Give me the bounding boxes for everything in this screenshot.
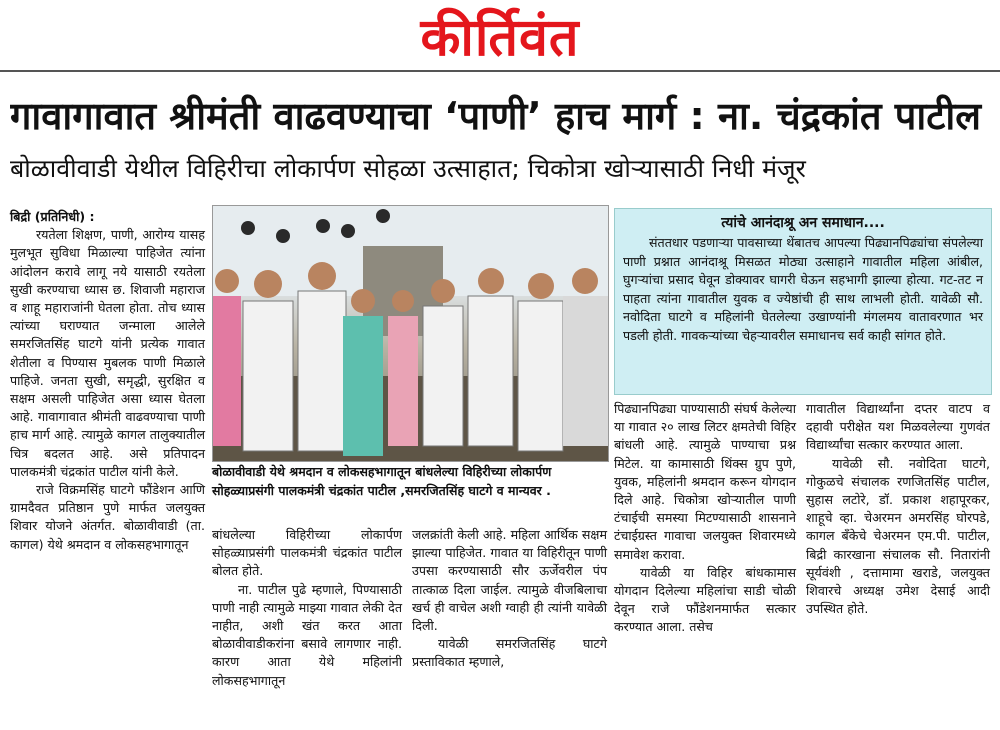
subheadline: बोळावीवाडी येथील विहिरीचा लोकार्पण सोहळा उत्साहात; चिकोत्रा खोऱ्यासाठी निधी मंजूर: [10, 154, 806, 183]
paragraph: रयतेला शिक्षण, पाणी, आरोग्य यासह मुलभूत सुविधा मिळाल्या पाहिजेत त्यांना आंदोलन करावे लागू नये यासाठी रयतेला सुखी करण्याचा ध्यास छ. शिवाजी महाराज व शाहू महाराजांनी घेतला होता. तोच ध्यास त्यांच्या घराण्यात जन्माला आलेले समरजितसिंह घाटगे यांनी प्रत्येक गावात शेतीला व पिण्यास मुबलक पाणी मिळाले पाहिजे. जनता सुखी, समृद्धी, सुरक्षित व सक्षम असली पाहिजेत असा ध्यास घेतला आहे. गावागावात श्रीमंती वाढवण्याचा पाणी हाच मार्ग आहे. त्यामुळे कागल तालुक्यातील चित्र बदलत आहे. असे प्रतिपादन पालकमंत्री चंद्रकांत पाटील यांनी केले.: [10, 227, 205, 479]
dateline: बिद्री (प्रतिनिधी) :: [10, 209, 95, 224]
sidebar-box: [614, 208, 992, 395]
news-photo: [212, 205, 609, 462]
article-column-3: [412, 526, 607, 672]
box-title: त्यांचे आनंदाश्रू अन समाधान....: [721, 215, 885, 231]
paragraph: राजे विक्रमसिंह घाटगे फौंडेशन आणि ग्रामदैवत प्रतिष्ठान पुणे मार्फत जलयुक्त शिवार योजने अंतर्गत. बोळावीवाडी (ता. कागल) येथे श्रमदान व लोकसहभागातून: [10, 482, 205, 552]
photo-caption: बोळावीवाडी येथे श्रमदान व लोकसहभागातून बांधलेल्या विहिरीच्या लोकार्पण सोहळ्याप्रसंगी पालकमंत्री चंद्रकांत पाटील ,समरजितसिंह घाटगे व मान्यवर .: [212, 464, 552, 498]
masthead-logo: कीर्तिवंत: [420, 8, 580, 68]
headline: गावागावात श्रीमंती वाढवण्याचा ‘पाणी’ हाच मार्ग : ना. चंद्रकांत पाटील: [10, 94, 981, 138]
paragraph: गावातील विद्यार्थ्यांना दप्तर वाटप व दहावी परीक्षेत यश मिळवलेल्या गुणवंत विद्यार्थ्यांचा सत्कार करण्यात आला.: [806, 401, 990, 453]
article-column-4: [614, 400, 796, 637]
crowd-illustration: [213, 206, 608, 461]
article-column-5: [806, 400, 990, 618]
paragraph: पिढ्यानपिढ्या पाण्यासाठी संघर्ष केलेल्या या गावात २० लाख लिटर क्षमतेची विहिर बांधली आहे. त्यामुळे पाण्याचा प्रश्न मिटेल. या कामासाठी थिंक्स ग्रुप पुणे, युवक, महिलांनी श्रमदान करून योगदान दिले आहे. चिकोत्रा खोऱ्यातील पाणी टंचाईची समस्या मिटण्यासाठी शासनाने टंचाईग्रस्त गावाचा जलयुक्त शिवारमध्ये समावेश करावा.: [614, 401, 796, 562]
paragraph: बांधलेल्या विहिरीच्या लोकार्पण सोहळ्याप्रसंगी पालकमंत्री चंद्रकांत पाटील बोलत होते.: [212, 527, 402, 579]
article-column-1: [10, 208, 205, 554]
paragraph: यावेळी सौ. नवोदिता घाटगे, गोकुळचे संचालक रणजितसिंह पाटील, सुहास लटोरे, डॉ. प्रकाश शहापूरकर, शाहूचे व्हा. चेअरमन अमरसिंह घोरपडे, कागल बँकेचे चेअरमन एम.पी. पाटील, बिद्री कारखाना संचालक सौ. नितारांनी सूर्यवंशी , दत्तामामा खराडे, जलयुक्त शिवारचे अध्यक्ष उमेश देसाई आदी उपस्थित होते.: [806, 455, 990, 617]
box-text: संततधार पडणाऱ्या पावसाच्या थेंबातच आपल्या पिढ्यानपिढ्यांचा संपलेल्या पाणी प्रश्नात आनंदाश्रू मिसळत मोठ्या उत्साहाने गावातील महिला आंबील, घुगऱ्यांचा प्रसाद घेवून डोक्यावर घागरी घेऊन सहभागी झाल्या होत्या. गट-तट न पाहता त्यांना गावातील युवक व ज्येष्ठांची ही साथ लाभली होती. यावेळी सौ. नवोदिता घाटगे व महिलांनी घेतलेल्या उखाण्यांनी मंगलमय वातावरणात भर पडली होती. गावकऱ्यांच्या चेहऱ्यावरील समाधानच सर्व काही सांगत होते.: [623, 235, 983, 343]
paragraph: ना. पाटील पुढे म्हणाले, पिण्यासाठी पाणी नाही त्यामुळे माझ्या गावात लेकी देत नाहीत, अशी खंत करत आता बोळावीवाडीकरांना बसावे लागणार नाही. कारण आता येथे महिलांनी लोकसहभागातून: [212, 581, 402, 688]
paragraph: यावेळी समरजितसिंह घाटगे प्रस्ताविकात म्हणाले,: [412, 636, 607, 670]
paragraph: जलक्रांती केली आहे. महिला आर्थिक सक्षम झाल्या पाहिजेत. गावात या विहिरीतून पाणी उपसा करण्यासाठी सौर ऊर्जेवरील पंप तात्काळ दिला जाईल. त्यामुळे वीजबिलाचा खर्च ही वाचेल अशी ग्वाही ही त्यांनी यावेळी दिली.: [412, 527, 607, 634]
divider: [0, 70, 1000, 72]
paragraph: यावेळी या विहिर बांधकामास योगदान दिलेल्या महिलांचा साडी चोळी देवून राजे फौंडेशनमार्फत सत्कार करण्यात आला. तसेच: [614, 564, 796, 635]
article-column-2: [212, 526, 402, 690]
